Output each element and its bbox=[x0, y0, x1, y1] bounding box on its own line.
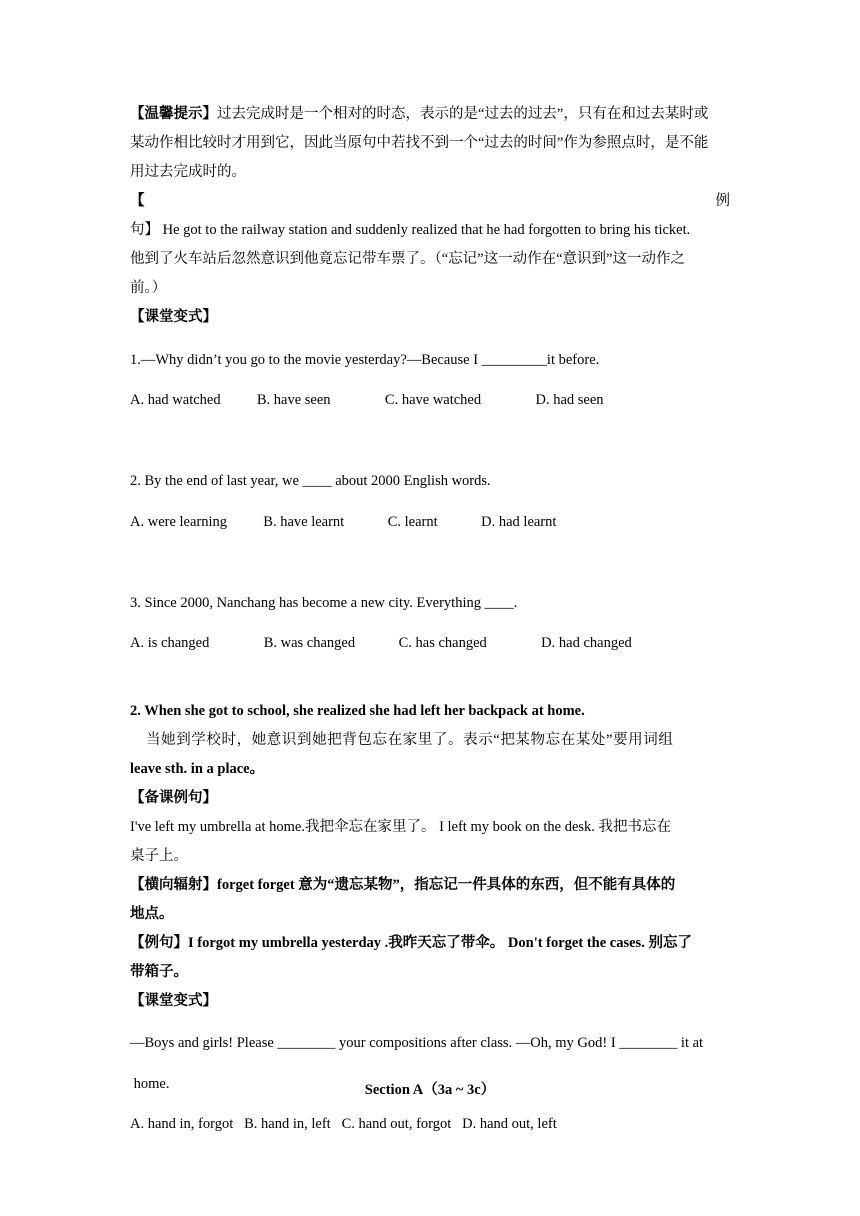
example1-chinese-2: 前。） bbox=[130, 280, 167, 296]
spacer bbox=[130, 671, 730, 697]
practice1-question-3: 3. Since 2000, Nanchang has become a new city. Everything ____. bbox=[130, 594, 518, 611]
example1-english: He got to the railway station and suddenly realized that he had forgotten to bring his ticket. bbox=[162, 222, 691, 238]
example1-heading-row bbox=[130, 187, 730, 216]
tip-text-1: 过去完成时是一个相对的时态，表示的是“过去的过去”，只有在和过去某时或 bbox=[217, 106, 709, 122]
practice2-heading: 【课堂变式】 bbox=[130, 992, 217, 1009]
tip-label: 【温馨提示】 bbox=[130, 106, 217, 122]
practice1-options-2: A. were learning B. have learnt C. learnt D. had learnt bbox=[130, 513, 557, 530]
prep-heading: 【备课例句】 bbox=[130, 789, 217, 806]
tip-line-3: 用过去完成时的。 bbox=[130, 164, 246, 180]
point2-title: 2. When she got to school, she realized she had left her backpack at home. bbox=[130, 702, 585, 719]
practice2-options-1: A. hand in, forgot B. hand in, left C. hand out, forgot D. hand out, left bbox=[130, 1116, 557, 1132]
radiate-line-1: 【横向辐射】forget forget 意为“遗忘某物”，指忘记一件具体的东西，但不能有具体的 bbox=[130, 876, 676, 893]
prep-line-1: I've left my umbrella at home.我把伞忘在家里了。 I left my book on the desk. 我把书忘在 bbox=[130, 818, 672, 835]
practice1-heading: 【课堂变式】 bbox=[130, 309, 217, 325]
prep-line-2: 桌子上。 bbox=[130, 847, 188, 864]
example1-li-char: 例 bbox=[715, 193, 730, 209]
practice2-question-1: —Boys and girls! Please ________ your compositions after class. —Oh, my God! I ________ it at bbox=[130, 1035, 704, 1051]
practice1-options-1: A. had watched B. have seen C. have watched D. had seen bbox=[130, 392, 604, 408]
practice1-question-2: 2. By the end of last year, we ____ about 2000 English words. bbox=[130, 473, 491, 489]
practice1-question-1: 1.—Why didn’t you go to the movie yesterday?—Because I _________it before. bbox=[130, 351, 600, 368]
example2-line-1: 【例句】I forgot my umbrella yesterday .我昨天忘了带伞。 Don't forget the cases. 别忘了 bbox=[130, 934, 692, 951]
practice1-options-3: A. is changed B. was changed C. has changed D. had changed bbox=[130, 635, 632, 651]
point2-explain-1: 当她到学校时，她意识到她把背包忘在家里了。表示“把某物忘在某处”要用词组 bbox=[146, 731, 674, 748]
practice2-question-1-cont: home. bbox=[130, 1075, 170, 1092]
example1-ju-close: 句】 bbox=[130, 222, 159, 238]
example2-line-2: 带箱子。 bbox=[130, 963, 188, 980]
point2-explain-2: leave sth. in a place。 bbox=[130, 760, 265, 777]
section-footer: Section A（3a ~ 3c） bbox=[364, 1082, 496, 1098]
tip-line-2: 某动作相比较时才用到它，因此当原句中若找不到一个“过去的时间”作为参照点时，是不能 bbox=[130, 135, 709, 151]
example1-chinese-1: 他到了火车站后忽然意识到他竟忘记带车票了。（“忘记”这一动作在“意识到”这一动作之 bbox=[130, 251, 685, 267]
radiate-line-2: 地点。 bbox=[130, 905, 174, 922]
example1-english-line bbox=[130, 216, 730, 245]
tip-line-1 bbox=[130, 100, 730, 129]
example1-open-bracket: 【 bbox=[130, 193, 145, 209]
document-body bbox=[130, 100, 730, 1152]
spacer bbox=[130, 549, 730, 575]
spacer bbox=[130, 428, 730, 454]
